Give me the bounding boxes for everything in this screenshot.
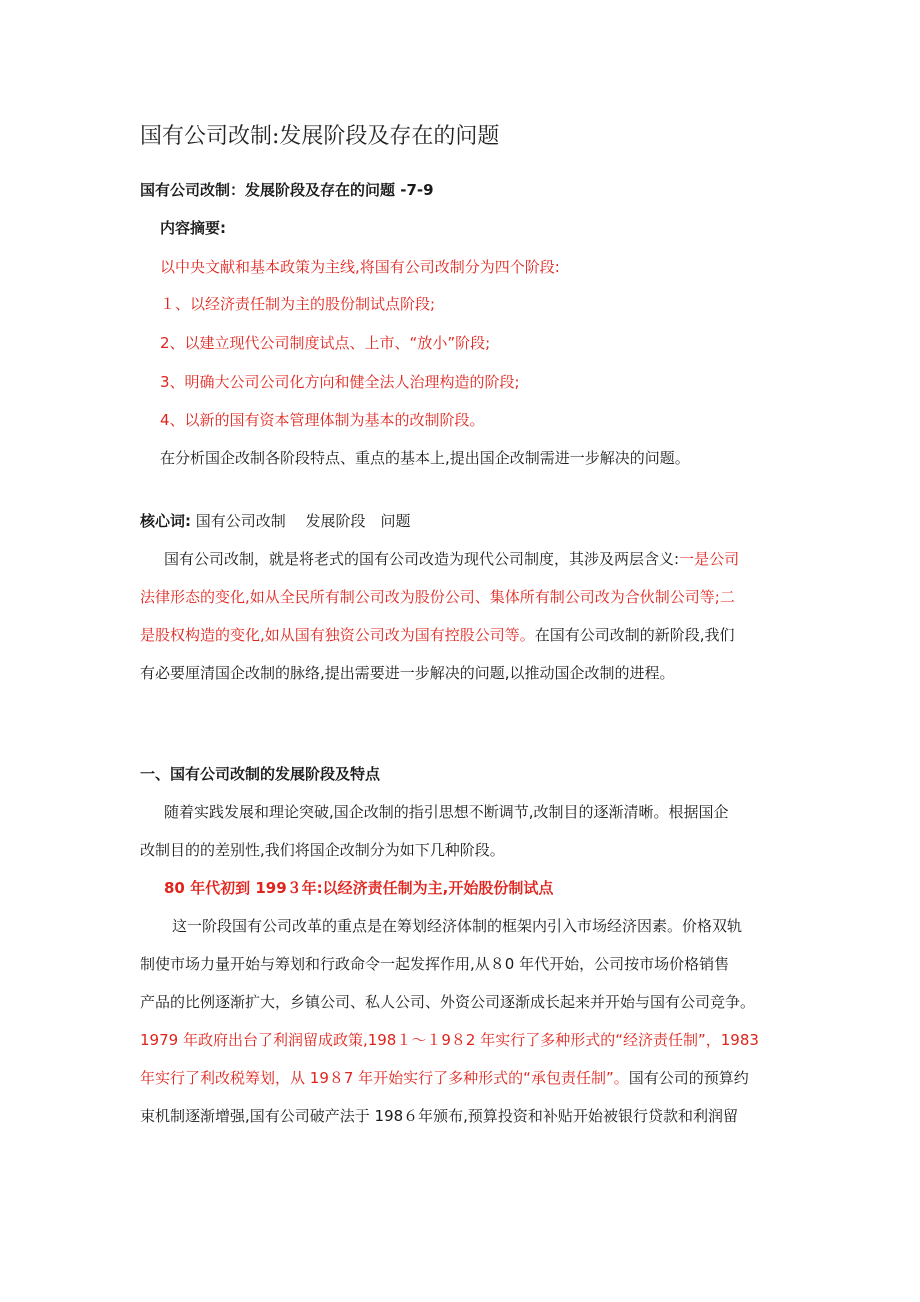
abstract-stage-4: 4、以新的国有资本管理体制为基本的改制阶段。: [160, 411, 485, 429]
section-1-heading: 一、国有公司改制的发展阶段及特点: [140, 765, 381, 783]
abstract-line-intro: 以中央文献和基本政策为主线,将国有公司改制分为四个阶段:: [160, 258, 560, 276]
stage-1-heading: 80 年代初到 199３年:以经济责任制为主,开始股份制试点: [164, 879, 554, 897]
keywords-line: [140, 511, 411, 531]
section-1-paragraph-line-1: 随着实践发展和理论突破,国企改制的指引思想不断调节,改制目的逐渐清晰。根据国企: [164, 803, 729, 821]
keywords-label: 核心词:: [140, 512, 191, 530]
abstract-stage-1: １、以经济责任制为主的股份制试点阶段;: [160, 295, 436, 313]
intro-line-3: [140, 625, 735, 645]
abstract-stage-3: 3、明确大公司公司化方向和健全法人治理构造的阶段;: [160, 373, 520, 391]
document-title: 国有公司改制:发展阶段及存在的问题: [140, 124, 500, 149]
intro-line-1: [164, 549, 739, 569]
abstract-label: 内容摘要:: [160, 219, 226, 237]
intro-highlight: 一是公司: [679, 550, 740, 568]
stage-1-highlight: 年实行了利改税筹划，从 19８7 年开始实行了多种形式的“承包责任制”。: [140, 1069, 629, 1087]
stage-1-line-1: 这一阶段国有公司改革的重点是在筹划经济体制的框架内引入市场经济因素。价格双轨: [172, 917, 743, 935]
stage-1-text: 国有公司的预算约: [628, 1069, 749, 1087]
intro-text: 在国有公司改制的新阶段,我们: [534, 626, 735, 644]
abstract-stage-2: 2、以建立现代公司制度试点、上市、“放小”阶段;: [160, 334, 491, 352]
intro-line-2: 法律形态的变化,如从全民所有制公司改为股份公司、集体所有制公司改为合伙制公司等;二: [140, 588, 735, 606]
intro-highlight: 是股权构造的变化,如从国有独资公司改为国有控股公司等。: [140, 626, 535, 644]
document-subtitle: 国有公司改制：发展阶段及存在的问题 -7-9: [140, 181, 434, 199]
stage-1-line-4: 1979 年政府出台了利润留成政策,198１～１9８2 年实行了多种形式的“经济责任制”，1983: [140, 1031, 759, 1049]
intro-text: 国有公司改制，就是将老式的国有公司改造为现代公司制度，其涉及两层含义:: [164, 550, 680, 568]
stage-1-line-5: [140, 1068, 749, 1088]
intro-line-4: 有必要厘清国企改制的脉络,提出需要进一步解决的问题,以推动国企改制的进程。: [140, 664, 675, 682]
keywords-text: 国有公司改制 发展阶段 问题: [195, 512, 411, 530]
stage-1-line-3: 产品的比例逐渐扩大，乡镇公司、私人公司、外资公司逐渐成长起来并开始与国有公司竞争。: [140, 993, 756, 1011]
abstract-conclusion: 在分析国企改制各阶段特点、重点的基本上,提出国企改制需进一步解决的问题。: [160, 449, 690, 467]
stage-1-line-6: 束机制逐渐增强,国有公司破产法于 198６年颁布,预算投资和补贴开始被银行贷款和利润留: [140, 1107, 738, 1125]
stage-1-line-2: 制使市场力量开始与筹划和行政命令一起发挥作用,从８0 年代开始，公司按市场价格销售: [140, 955, 730, 973]
section-1-paragraph-line-2: 改制目的的差别性,我们将国企改制分为如下几种阶段。: [140, 841, 505, 859]
